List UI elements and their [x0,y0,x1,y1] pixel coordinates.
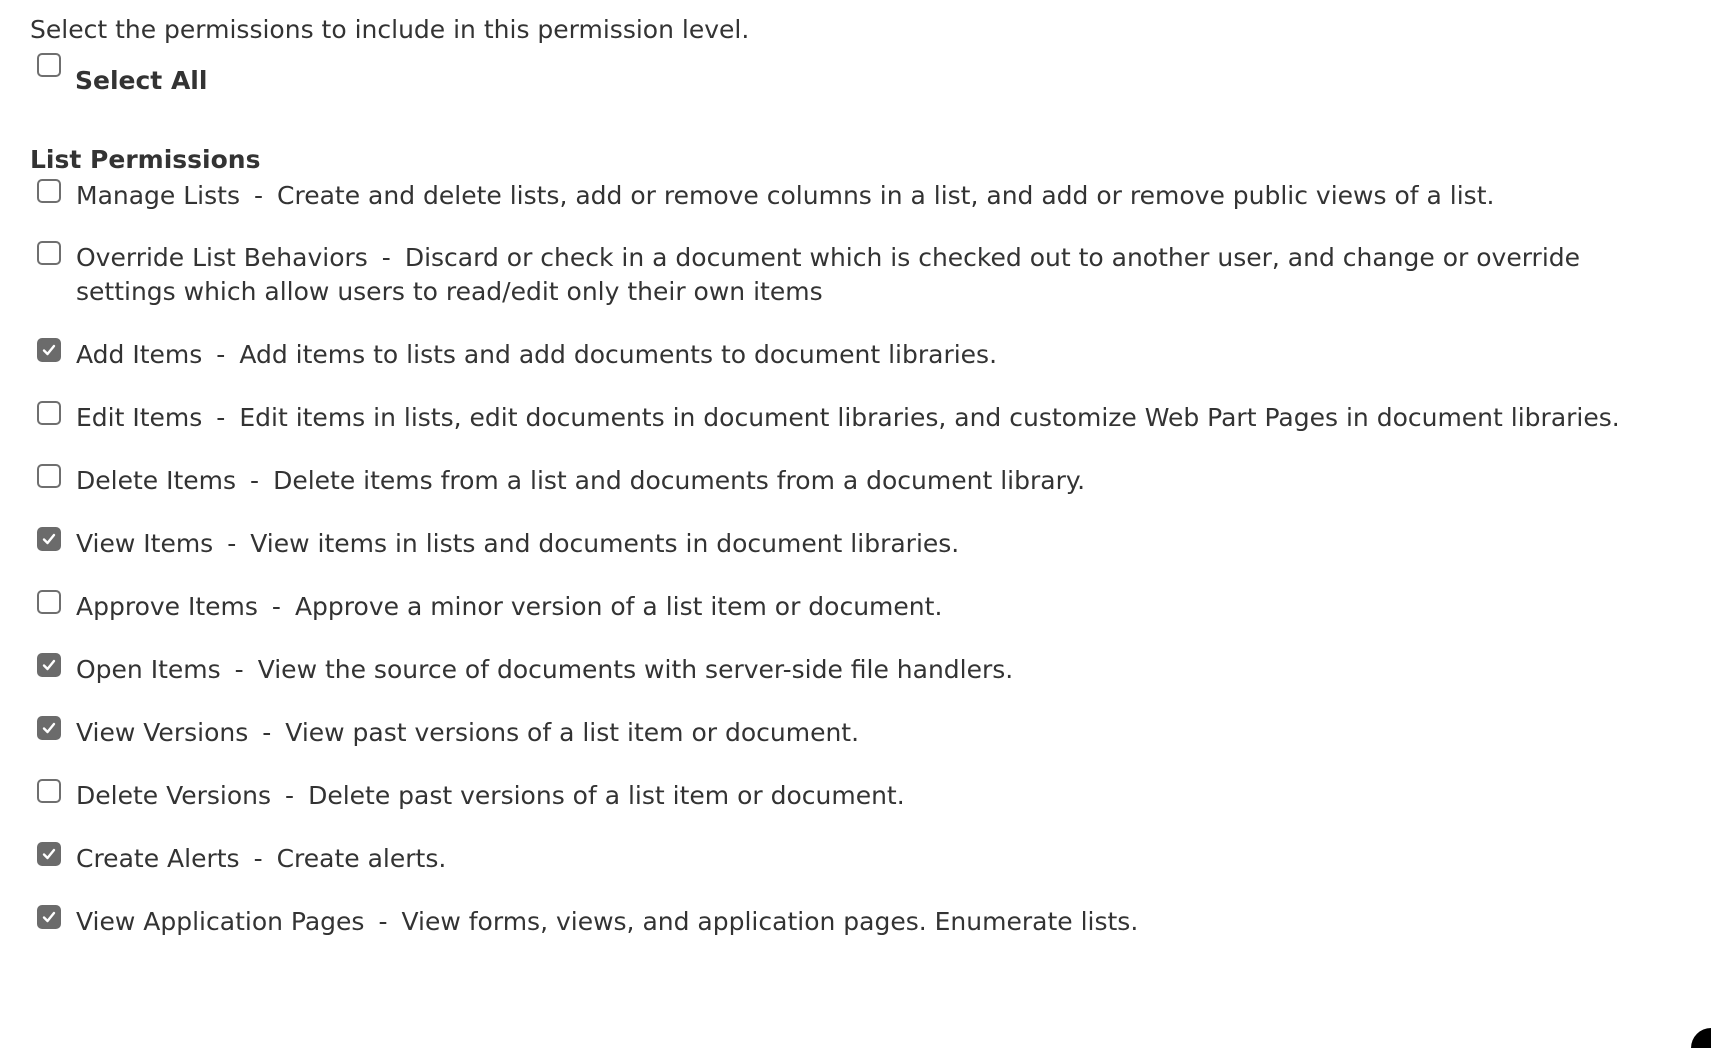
intro-text: Select the permissions to include in this permission level. [30,15,750,44]
permission-row[interactable] [30,401,1670,435]
permission-checkbox[interactable] [37,905,61,929]
permission-description: Delete past versions of a list item or document. [308,781,905,810]
permission-separator: - [227,529,237,558]
permission-checkbox[interactable] [37,179,61,203]
window-corner [1691,1028,1711,1048]
permission-level-form [30,12,1670,936]
permission-row[interactable] [30,653,1670,687]
permission-description: Discard or check in a document which is checked out to another user, and change or override settings which allow users to read/edit only their own items [76,243,1581,306]
permission-separator: - [253,181,264,210]
checkmark-icon [42,658,56,672]
permission-description: View past versions of a list item or document. [285,718,860,747]
permission-description: View forms, views, and application pages. Enumerate lists. [401,907,1139,936]
permission-description: Create alerts. [276,844,447,873]
permission-separator: - [381,243,391,272]
permission-name[interactable]: View Application Pages [76,907,365,936]
permission-name[interactable]: Manage Lists [76,181,240,210]
permission-description: View the source of documents with server-side file handlers. [257,655,1014,684]
permission-name[interactable]: Create Alerts [76,844,240,873]
permission-separator: - [378,907,388,936]
permission-row[interactable] [30,905,1670,939]
permission-name[interactable]: Edit Items [76,403,203,432]
permission-list [30,179,1670,939]
permission-row[interactable] [30,179,1670,213]
permission-row[interactable] [30,527,1670,561]
permission-checkbox[interactable] [37,779,61,803]
permission-checkbox[interactable] [37,241,61,265]
permission-row[interactable] [30,590,1670,624]
permission-row[interactable] [30,464,1670,498]
checkmark-icon [42,721,56,735]
permission-separator: - [285,781,295,810]
permission-checkbox[interactable] [37,653,61,677]
permission-row[interactable] [30,716,1670,750]
permission-row[interactable] [30,338,1670,372]
permission-separator: - [216,340,226,369]
permission-checkbox[interactable] [37,590,61,614]
permission-description: Delete items from a list and documents from a document library. [273,466,1086,495]
permission-name[interactable]: Delete Items [76,466,237,495]
permission-name[interactable]: View Items [76,529,214,558]
permission-name[interactable]: Add Items [76,340,203,369]
checkmark-icon [42,847,56,861]
checkmark-icon [42,343,56,357]
permission-separator: - [250,466,260,495]
permission-name[interactable]: Delete Versions [76,781,272,810]
checkmark-icon [42,910,56,924]
select-all-row[interactable] [30,51,1670,95]
permission-description: Edit items in lists, edit documents in document libraries, and customize Web Part Pages in document libraries. [239,403,1620,432]
permission-checkbox[interactable] [37,716,61,740]
permission-checkbox[interactable] [37,338,61,362]
permission-row[interactable] [30,779,1670,813]
list-permissions-heading: List Permissions [30,145,261,174]
permission-description: Add items to lists and add documents to document libraries. [239,340,998,369]
permission-row[interactable] [30,842,1670,876]
permission-description: Approve a minor version of a list item or document. [294,592,943,621]
permission-checkbox[interactable] [37,527,61,551]
permission-checkbox[interactable] [37,401,61,425]
permission-description: View items in lists and documents in document libraries. [250,529,960,558]
permission-separator: - [216,403,226,432]
permission-description: Create and delete lists, add or remove columns in a list, and add or remove public views of a list. [277,181,1495,210]
permission-checkbox[interactable] [37,842,61,866]
select-all-label[interactable]: Select All [75,66,208,95]
permission-checkbox[interactable] [37,464,61,488]
permission-separator: - [271,592,281,621]
checkmark-icon [42,532,56,546]
permission-name[interactable]: Open Items [76,655,221,684]
permission-separator: - [253,844,263,873]
select-all-checkbox[interactable] [37,53,61,77]
permission-separator: - [234,655,244,684]
permission-name[interactable]: Approve Items [76,592,258,621]
permission-row[interactable] [30,241,1670,309]
permission-name[interactable]: Override List Behaviors [76,243,368,272]
permission-separator: - [262,718,272,747]
permission-name[interactable]: View Versions [76,718,249,747]
